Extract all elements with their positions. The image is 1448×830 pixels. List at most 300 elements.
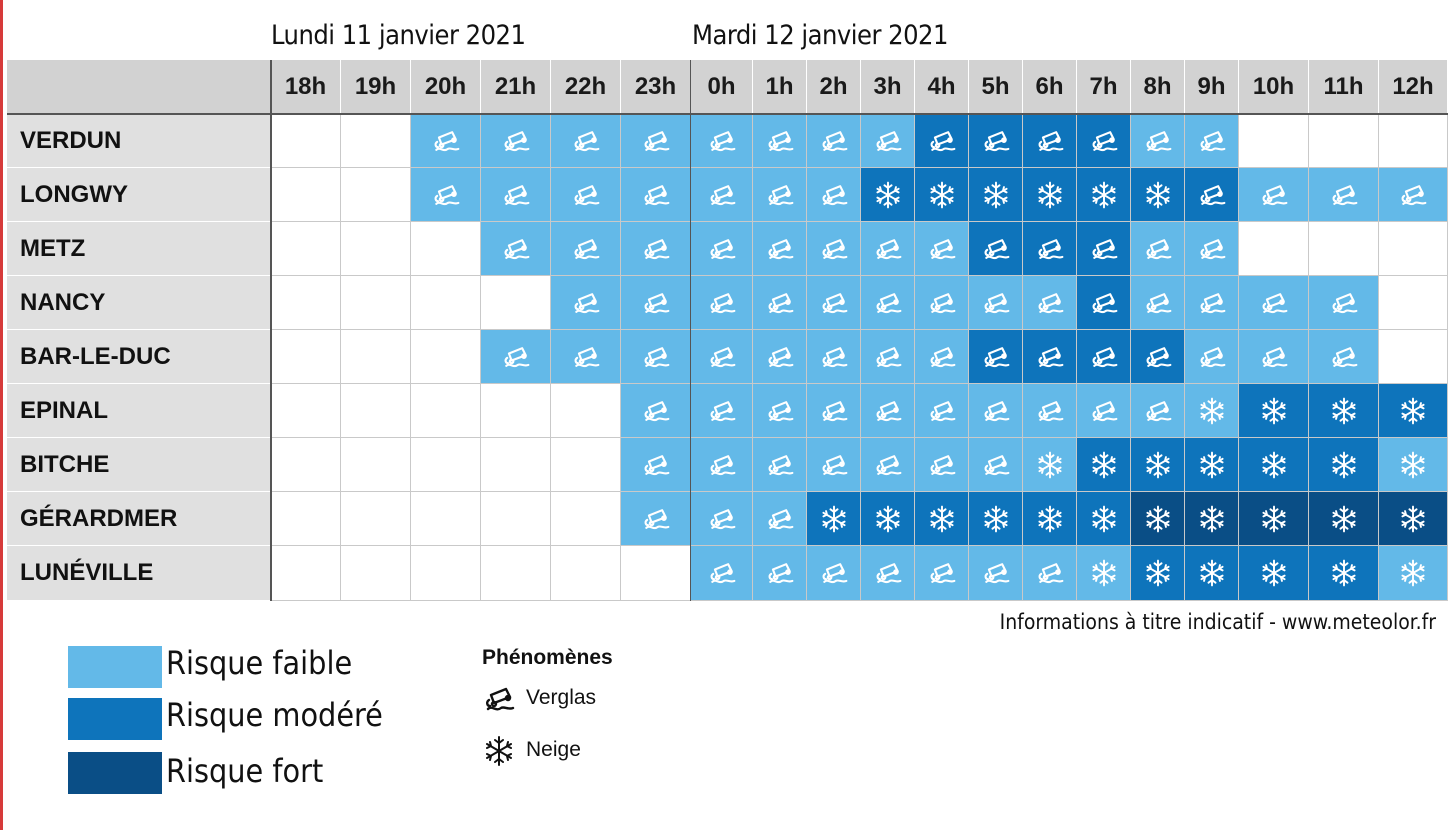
risk-cell bbox=[861, 168, 915, 222]
hour-header: 22h bbox=[551, 60, 621, 114]
verglas-icon bbox=[981, 126, 1011, 156]
city-name: LONGWY bbox=[7, 168, 271, 222]
hour-header: 12h bbox=[1379, 60, 1448, 114]
risk-cell bbox=[551, 438, 621, 492]
risk-cell bbox=[271, 546, 341, 601]
risk-cell bbox=[341, 438, 411, 492]
verglas-icon bbox=[819, 450, 849, 480]
risk-cell bbox=[411, 168, 481, 222]
verglas-icon bbox=[927, 288, 957, 318]
verglas-icon bbox=[819, 558, 849, 588]
hour-header: 23h bbox=[621, 60, 691, 114]
risk-cell bbox=[753, 384, 807, 438]
risk-cell bbox=[551, 546, 621, 601]
risk-cell bbox=[1185, 330, 1239, 384]
risk-cell bbox=[1379, 276, 1448, 330]
verglas-icon bbox=[1089, 126, 1119, 156]
risk-cell bbox=[861, 546, 915, 601]
risk-cell bbox=[551, 384, 621, 438]
verglas-icon bbox=[927, 342, 957, 372]
neige-icon bbox=[1259, 504, 1289, 534]
risk-cell bbox=[861, 492, 915, 546]
risk-cell bbox=[807, 546, 861, 601]
risk-cell bbox=[1239, 330, 1309, 384]
risk-cell bbox=[551, 222, 621, 276]
phenomena-label-neige: Neige bbox=[526, 738, 581, 761]
hour-header: 21h bbox=[481, 60, 551, 114]
verglas-icon bbox=[641, 450, 671, 480]
verglas-icon bbox=[571, 180, 601, 210]
verglas-icon bbox=[927, 450, 957, 480]
legend-swatch-moderate bbox=[68, 698, 162, 740]
header-separator bbox=[7, 113, 1448, 115]
verglas-icon bbox=[431, 126, 461, 156]
risk-cell bbox=[1185, 384, 1239, 438]
risk-cell bbox=[621, 276, 691, 330]
neige-icon bbox=[1197, 504, 1227, 534]
risk-cell bbox=[1185, 276, 1239, 330]
risk-cell bbox=[1077, 114, 1131, 168]
verglas-icon bbox=[482, 682, 516, 721]
city-name: METZ bbox=[7, 222, 271, 276]
hour-header: 18h bbox=[271, 60, 341, 114]
day-label-monday: Lundi 11 janvier 2021 bbox=[271, 20, 526, 51]
neige-icon bbox=[819, 504, 849, 534]
neige-icon bbox=[1398, 396, 1428, 426]
verglas-icon bbox=[981, 234, 1011, 264]
risk-cell bbox=[1023, 546, 1077, 601]
verglas-icon bbox=[1035, 396, 1065, 426]
risk-cell bbox=[341, 114, 411, 168]
risk-cell bbox=[271, 330, 341, 384]
day-label-tuesday: Mardi 12 janvier 2021 bbox=[692, 20, 948, 51]
verglas-icon bbox=[873, 234, 903, 264]
verglas-icon bbox=[707, 558, 737, 588]
risk-cell bbox=[753, 114, 807, 168]
verglas-icon bbox=[1089, 342, 1119, 372]
hour-header: 9h bbox=[1185, 60, 1239, 114]
risk-cell bbox=[411, 384, 481, 438]
risk-cell bbox=[753, 168, 807, 222]
risk-cell bbox=[1131, 168, 1185, 222]
risk-cell bbox=[551, 276, 621, 330]
verglas-icon bbox=[1143, 396, 1173, 426]
neige-icon bbox=[1197, 450, 1227, 480]
city-name: GÉRARDMER bbox=[7, 492, 271, 546]
risk-cell bbox=[341, 168, 411, 222]
risk-cell bbox=[807, 330, 861, 384]
risk-cell bbox=[1185, 114, 1239, 168]
risk-cell bbox=[969, 222, 1023, 276]
city-name: VERDUN bbox=[7, 114, 271, 168]
verglas-icon bbox=[1035, 234, 1065, 264]
risk-cell bbox=[341, 492, 411, 546]
verglas-icon bbox=[1197, 126, 1227, 156]
risk-cell bbox=[551, 330, 621, 384]
risk-cell bbox=[969, 114, 1023, 168]
risk-cell bbox=[915, 330, 969, 384]
verglas-icon bbox=[765, 342, 795, 372]
verglas-icon bbox=[641, 180, 671, 210]
verglas-icon bbox=[765, 126, 795, 156]
verglas-icon bbox=[819, 126, 849, 156]
hour-header: 7h bbox=[1077, 60, 1131, 114]
verglas-icon bbox=[1398, 180, 1428, 210]
city-name: EPINAL bbox=[7, 384, 271, 438]
hour-header: 4h bbox=[915, 60, 969, 114]
verglas-icon bbox=[707, 234, 737, 264]
risk-cell bbox=[621, 168, 691, 222]
city-name: BAR-LE-DUC bbox=[7, 330, 271, 384]
risk-cell bbox=[411, 276, 481, 330]
verglas-icon bbox=[641, 126, 671, 156]
neige-icon bbox=[1398, 558, 1428, 588]
risk-cell bbox=[691, 492, 753, 546]
verglas-icon bbox=[819, 288, 849, 318]
source-footnote: Informations à titre indicatif - www.meteolor.fr bbox=[999, 610, 1436, 634]
risk-cell bbox=[1239, 114, 1309, 168]
risk-cell bbox=[481, 384, 551, 438]
neige-icon bbox=[1329, 450, 1359, 480]
neige-icon bbox=[1143, 558, 1173, 588]
risk-cell bbox=[1239, 168, 1309, 222]
risk-cell bbox=[1379, 384, 1448, 438]
risk-cell bbox=[1309, 114, 1379, 168]
neige-icon bbox=[873, 180, 903, 210]
risk-cell bbox=[861, 330, 915, 384]
verglas-icon bbox=[765, 396, 795, 426]
risk-cell bbox=[1131, 330, 1185, 384]
verglas-icon bbox=[1089, 288, 1119, 318]
verglas-icon bbox=[765, 288, 795, 318]
risk-cell bbox=[481, 330, 551, 384]
verglas-icon bbox=[873, 342, 903, 372]
neige-icon bbox=[1143, 450, 1173, 480]
risk-cell bbox=[1239, 438, 1309, 492]
risk-cell bbox=[271, 384, 341, 438]
risk-cell bbox=[621, 330, 691, 384]
verglas-icon bbox=[707, 288, 737, 318]
risk-cell bbox=[969, 546, 1023, 601]
verglas-icon bbox=[1259, 288, 1289, 318]
verglas-icon bbox=[1197, 234, 1227, 264]
hour-header: 0h bbox=[691, 60, 753, 114]
hour-header: 3h bbox=[861, 60, 915, 114]
risk-cell bbox=[1379, 168, 1448, 222]
risk-cell bbox=[1131, 492, 1185, 546]
risk-cell bbox=[1023, 168, 1077, 222]
verglas-icon bbox=[927, 558, 957, 588]
neige-icon bbox=[927, 504, 957, 534]
risk-cell bbox=[341, 222, 411, 276]
verglas-icon bbox=[1197, 288, 1227, 318]
verglas-icon bbox=[873, 558, 903, 588]
verglas-icon bbox=[707, 180, 737, 210]
risk-cell bbox=[969, 330, 1023, 384]
risk-cell bbox=[621, 222, 691, 276]
verglas-icon bbox=[1143, 126, 1173, 156]
verglas-icon bbox=[431, 180, 461, 210]
risk-cell bbox=[1309, 330, 1379, 384]
risk-cell bbox=[753, 546, 807, 601]
verglas-icon bbox=[1197, 342, 1227, 372]
risk-cell bbox=[969, 168, 1023, 222]
risk-cell bbox=[411, 438, 481, 492]
verglas-icon bbox=[819, 234, 849, 264]
neige-icon bbox=[1089, 558, 1119, 588]
risk-cell bbox=[1131, 276, 1185, 330]
legend-label-moderate: Risque modéré bbox=[166, 696, 383, 734]
neige-icon bbox=[482, 734, 516, 773]
risk-cell bbox=[1185, 222, 1239, 276]
neige-icon bbox=[1035, 450, 1065, 480]
risk-cell bbox=[271, 222, 341, 276]
verglas-icon bbox=[927, 396, 957, 426]
verglas-icon bbox=[1329, 342, 1359, 372]
city-name: NANCY bbox=[7, 276, 271, 330]
verglas-icon bbox=[1259, 342, 1289, 372]
neige-icon bbox=[1398, 450, 1428, 480]
verglas-icon bbox=[1035, 126, 1065, 156]
verglas-icon bbox=[1329, 180, 1359, 210]
risk-cell bbox=[1185, 546, 1239, 601]
neige-icon bbox=[1259, 450, 1289, 480]
neige-icon bbox=[1329, 558, 1359, 588]
risk-cell bbox=[1239, 276, 1309, 330]
risk-cell bbox=[969, 438, 1023, 492]
neige-icon bbox=[927, 180, 957, 210]
verglas-icon bbox=[501, 342, 531, 372]
risk-cell bbox=[1131, 546, 1185, 601]
risk-cell bbox=[551, 114, 621, 168]
verglas-icon bbox=[981, 342, 1011, 372]
risk-cell bbox=[1239, 384, 1309, 438]
verglas-icon bbox=[981, 450, 1011, 480]
neige-icon bbox=[1398, 504, 1428, 534]
risk-cell bbox=[691, 114, 753, 168]
risk-cell bbox=[1379, 114, 1448, 168]
risk-cell bbox=[753, 330, 807, 384]
risk-cell bbox=[691, 276, 753, 330]
verglas-icon bbox=[1089, 234, 1119, 264]
risk-cell bbox=[621, 492, 691, 546]
verglas-icon bbox=[571, 234, 601, 264]
risk-cell bbox=[1379, 222, 1448, 276]
risk-cell bbox=[411, 546, 481, 601]
risk-cell bbox=[753, 222, 807, 276]
risk-cell bbox=[621, 384, 691, 438]
verglas-icon bbox=[1329, 288, 1359, 318]
neige-icon bbox=[1035, 504, 1065, 534]
risk-cell bbox=[271, 168, 341, 222]
verglas-icon bbox=[1143, 288, 1173, 318]
risk-cell bbox=[481, 438, 551, 492]
risk-cell bbox=[915, 492, 969, 546]
risk-cell bbox=[1023, 384, 1077, 438]
verglas-icon bbox=[707, 342, 737, 372]
risk-cell bbox=[807, 276, 861, 330]
risk-cell bbox=[1309, 546, 1379, 601]
risk-cell bbox=[915, 114, 969, 168]
hour-header: 10h bbox=[1239, 60, 1309, 114]
city-column-separator bbox=[270, 60, 272, 601]
risk-cell bbox=[1023, 276, 1077, 330]
risk-cell bbox=[271, 276, 341, 330]
risk-cell bbox=[1023, 492, 1077, 546]
verglas-icon bbox=[707, 450, 737, 480]
hour-header: 20h bbox=[411, 60, 481, 114]
risk-cell bbox=[1077, 330, 1131, 384]
risk-cell bbox=[1309, 384, 1379, 438]
hour-header: 11h bbox=[1309, 60, 1379, 114]
verglas-icon bbox=[819, 396, 849, 426]
verglas-icon bbox=[873, 450, 903, 480]
risk-cell bbox=[915, 168, 969, 222]
verglas-icon bbox=[641, 342, 671, 372]
risk-cell bbox=[1309, 222, 1379, 276]
verglas-icon bbox=[1259, 180, 1289, 210]
neige-icon bbox=[1089, 450, 1119, 480]
risk-cell bbox=[1023, 438, 1077, 492]
risk-cell bbox=[807, 168, 861, 222]
risk-cell bbox=[807, 114, 861, 168]
risk-cell bbox=[861, 384, 915, 438]
risk-cell bbox=[969, 384, 1023, 438]
risk-cell bbox=[1077, 546, 1131, 601]
verglas-icon bbox=[1089, 396, 1119, 426]
verglas-icon bbox=[1035, 288, 1065, 318]
verglas-icon bbox=[765, 234, 795, 264]
risk-cell bbox=[621, 114, 691, 168]
risk-cell bbox=[969, 276, 1023, 330]
verglas-icon bbox=[1143, 342, 1173, 372]
header-corner bbox=[7, 60, 271, 114]
verglas-icon bbox=[641, 234, 671, 264]
risk-cell bbox=[969, 492, 1023, 546]
legend-label-low: Risque faible bbox=[166, 644, 353, 682]
verglas-icon bbox=[707, 126, 737, 156]
verglas-icon bbox=[571, 288, 601, 318]
risk-cell bbox=[481, 546, 551, 601]
risk-cell bbox=[411, 492, 481, 546]
risk-cell bbox=[1077, 438, 1131, 492]
risk-cell bbox=[1077, 492, 1131, 546]
verglas-icon bbox=[819, 180, 849, 210]
verglas-icon bbox=[641, 288, 671, 318]
neige-icon bbox=[1197, 558, 1227, 588]
risk-cell bbox=[621, 546, 691, 601]
city-name: BITCHE bbox=[7, 438, 271, 492]
risk-cell bbox=[691, 384, 753, 438]
hour-header: 6h bbox=[1023, 60, 1077, 114]
verglas-icon bbox=[501, 234, 531, 264]
risk-cell bbox=[915, 438, 969, 492]
risk-cell bbox=[691, 168, 753, 222]
risk-cell bbox=[1309, 276, 1379, 330]
neige-icon bbox=[1035, 180, 1065, 210]
risk-cell bbox=[915, 384, 969, 438]
risk-cell bbox=[807, 492, 861, 546]
verglas-icon bbox=[707, 504, 737, 534]
risk-cell bbox=[753, 276, 807, 330]
risk-cell bbox=[1077, 384, 1131, 438]
risk-cell bbox=[691, 330, 753, 384]
neige-icon bbox=[981, 504, 1011, 534]
verglas-icon bbox=[981, 396, 1011, 426]
verglas-icon bbox=[501, 180, 531, 210]
risk-cell bbox=[1077, 168, 1131, 222]
verglas-icon bbox=[873, 288, 903, 318]
legend-label-high: Risque fort bbox=[166, 752, 324, 790]
risk-cell bbox=[1309, 168, 1379, 222]
risk-cell bbox=[341, 330, 411, 384]
legend-swatch-high bbox=[68, 752, 162, 794]
risk-cell bbox=[411, 114, 481, 168]
risk-cell bbox=[915, 546, 969, 601]
risk-cell bbox=[481, 222, 551, 276]
risk-cell bbox=[481, 114, 551, 168]
verglas-icon bbox=[501, 126, 531, 156]
verglas-icon bbox=[1035, 342, 1065, 372]
risk-cell bbox=[1379, 492, 1448, 546]
risk-cell bbox=[481, 168, 551, 222]
risk-cell bbox=[1131, 222, 1185, 276]
neige-icon bbox=[1329, 504, 1359, 534]
risk-cell bbox=[861, 276, 915, 330]
risk-cell bbox=[1379, 546, 1448, 601]
risk-cell bbox=[341, 546, 411, 601]
verglas-icon bbox=[765, 180, 795, 210]
neige-icon bbox=[1259, 396, 1289, 426]
verglas-icon bbox=[641, 396, 671, 426]
verglas-icon bbox=[765, 558, 795, 588]
risk-cell bbox=[753, 438, 807, 492]
neige-icon bbox=[1259, 558, 1289, 588]
verglas-icon bbox=[1143, 234, 1173, 264]
risk-cell bbox=[861, 438, 915, 492]
verglas-icon bbox=[873, 396, 903, 426]
risk-cell bbox=[1309, 438, 1379, 492]
risk-cell bbox=[411, 222, 481, 276]
verglas-icon bbox=[819, 342, 849, 372]
city-name: LUNÉVILLE bbox=[7, 546, 271, 601]
risk-cell bbox=[551, 492, 621, 546]
phenomena-label-verglas: Verglas bbox=[526, 686, 597, 709]
verglas-icon bbox=[641, 504, 671, 534]
risk-cell bbox=[915, 276, 969, 330]
risk-cell bbox=[271, 114, 341, 168]
risk-cell bbox=[1131, 384, 1185, 438]
hour-header: 5h bbox=[969, 60, 1023, 114]
risk-cell bbox=[1023, 222, 1077, 276]
risk-cell bbox=[1077, 222, 1131, 276]
hour-header: 19h bbox=[341, 60, 411, 114]
risk-cell bbox=[915, 222, 969, 276]
hour-header: 2h bbox=[807, 60, 861, 114]
risk-cell bbox=[1023, 330, 1077, 384]
risk-cell bbox=[753, 492, 807, 546]
verglas-icon bbox=[765, 450, 795, 480]
risk-cell bbox=[1131, 438, 1185, 492]
verglas-icon bbox=[1035, 558, 1065, 588]
verglas-icon bbox=[981, 288, 1011, 318]
neige-icon bbox=[1089, 504, 1119, 534]
verglas-icon bbox=[873, 126, 903, 156]
risk-cell bbox=[691, 222, 753, 276]
verglas-icon bbox=[1197, 180, 1227, 210]
risk-cell bbox=[1379, 438, 1448, 492]
verglas-icon bbox=[707, 396, 737, 426]
